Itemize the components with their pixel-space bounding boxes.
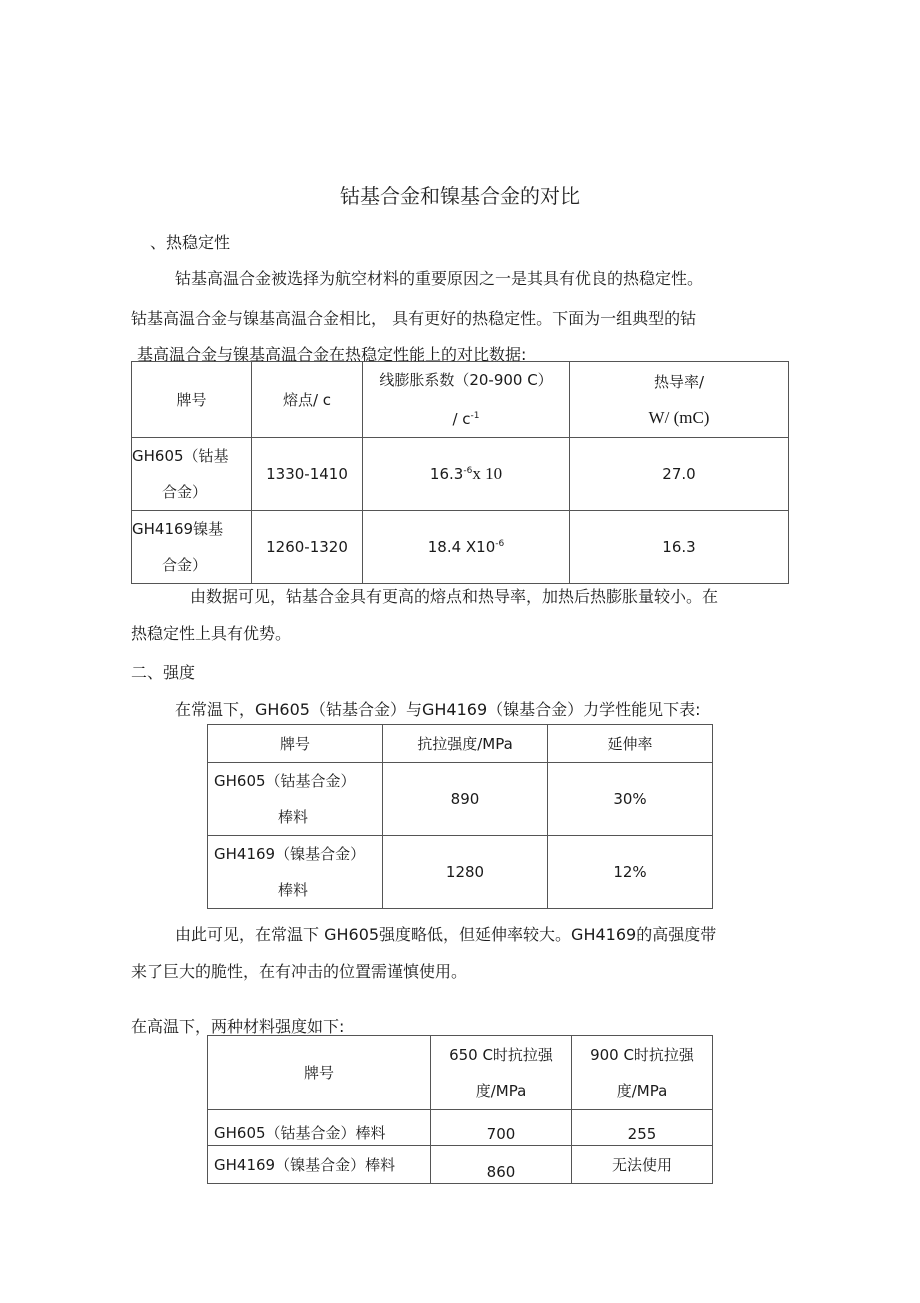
grade-cell: GH4169镍基 合金） <box>132 511 252 584</box>
header-cell: 牌号 <box>208 1036 431 1110</box>
grade-cell: GH4169（镍基合金） 棒料 <box>208 836 383 909</box>
paragraph-line: 热稳定性上具有优势。 <box>131 624 292 643</box>
table-row <box>208 763 713 836</box>
paragraph-line: 来了巨大的脆性，在有冲击的位置需谨慎使用。 <box>131 962 468 981</box>
paragraph-line: 基高温合金与镍基高温合金在热稳定性能上的对比数据: <box>137 345 527 364</box>
room-temp-strength-table <box>207 724 713 909</box>
header-cell: 熔点/ c <box>252 362 363 438</box>
melting-point-cell: 1330-1410 <box>252 438 363 511</box>
table-row <box>208 1110 713 1146</box>
expansion-cell: $16.3^{-6}x$ 10 <box>363 438 570 511</box>
header-cell: 牌号 <box>132 362 252 438</box>
section-heading-strength: 二、强度 <box>131 663 196 682</box>
table-row <box>208 1146 713 1184</box>
grade-cell: GH4169（镍基合金）棒料 <box>208 1146 431 1184</box>
header-cell: 热导率/ W/ (mC) <box>570 362 789 438</box>
table-row <box>208 836 713 909</box>
strength-cell: 1280 <box>383 836 548 909</box>
elongation-cell: 30% <box>548 763 713 836</box>
document-title: 钴基合金和镍基合金的对比 <box>340 184 580 208</box>
melting-point-cell: 1260-1320 <box>252 511 363 584</box>
strength-650-cell: 860 <box>431 1146 572 1184</box>
high-temp-strength-table <box>207 1035 713 1184</box>
conductivity-cell: 27.0 <box>570 438 789 511</box>
strength-650-cell: 700 <box>431 1110 572 1146</box>
paragraph-line: 钴基高温合金被选择为航空材料的重要原因之一是其具有优良的热稳定性。 <box>175 269 704 288</box>
conductivity-cell: 16.3 <box>570 511 789 584</box>
paragraph-line: 钴基高温合金与镍基高温合金相比， 具有更好的热稳定性。下面为一组典型的钴 <box>131 309 697 328</box>
paragraph-line: 由数据可见，钴基合金具有更高的熔点和热导率，加热后热膨胀量较小。在 <box>190 587 719 606</box>
strength-cell: 890 <box>383 763 548 836</box>
paragraph-line: 由此可见，在常温下 GH605强度略低，但延伸率较大。GH4169的高强度带 <box>175 925 717 944</box>
section-heading-thermal: 、热稳定性 <box>150 233 231 252</box>
header-cell: 牌号 <box>208 725 383 763</box>
header-cell: 900 C时抗拉强 度/MPa <box>572 1036 713 1110</box>
strength-900-cell: 无法使用 <box>572 1146 713 1184</box>
table-row <box>132 511 789 584</box>
thermal-stability-table <box>131 361 789 584</box>
grade-cell: GH605（钴基合金）棒料 <box>208 1110 431 1146</box>
grade-cell: GH605（钴基合金） 棒料 <box>208 763 383 836</box>
paragraph-line: 在高温下，两种材料强度如下: <box>131 1017 345 1036</box>
header-cell: 650 C时抗拉强 度/MPa <box>431 1036 572 1110</box>
header-cell: 抗拉强度/MPa <box>383 725 548 763</box>
header-cell: 线膨胀系数（20-900 C） / $c^{-1}$ <box>363 362 570 438</box>
strength-900-cell: 255 <box>572 1110 713 1146</box>
expansion-cell: 18.4 $X10^{-6}$ <box>363 511 570 584</box>
elongation-cell: 12% <box>548 836 713 909</box>
paragraph-line: 在常温下，GH605（钴基合金）与GH4169（镍基合金）力学性能见下表: <box>175 700 701 719</box>
table-row <box>132 438 789 511</box>
grade-cell: GH605（钴基 合金） <box>132 438 252 511</box>
header-cell: 延伸率 <box>548 725 713 763</box>
